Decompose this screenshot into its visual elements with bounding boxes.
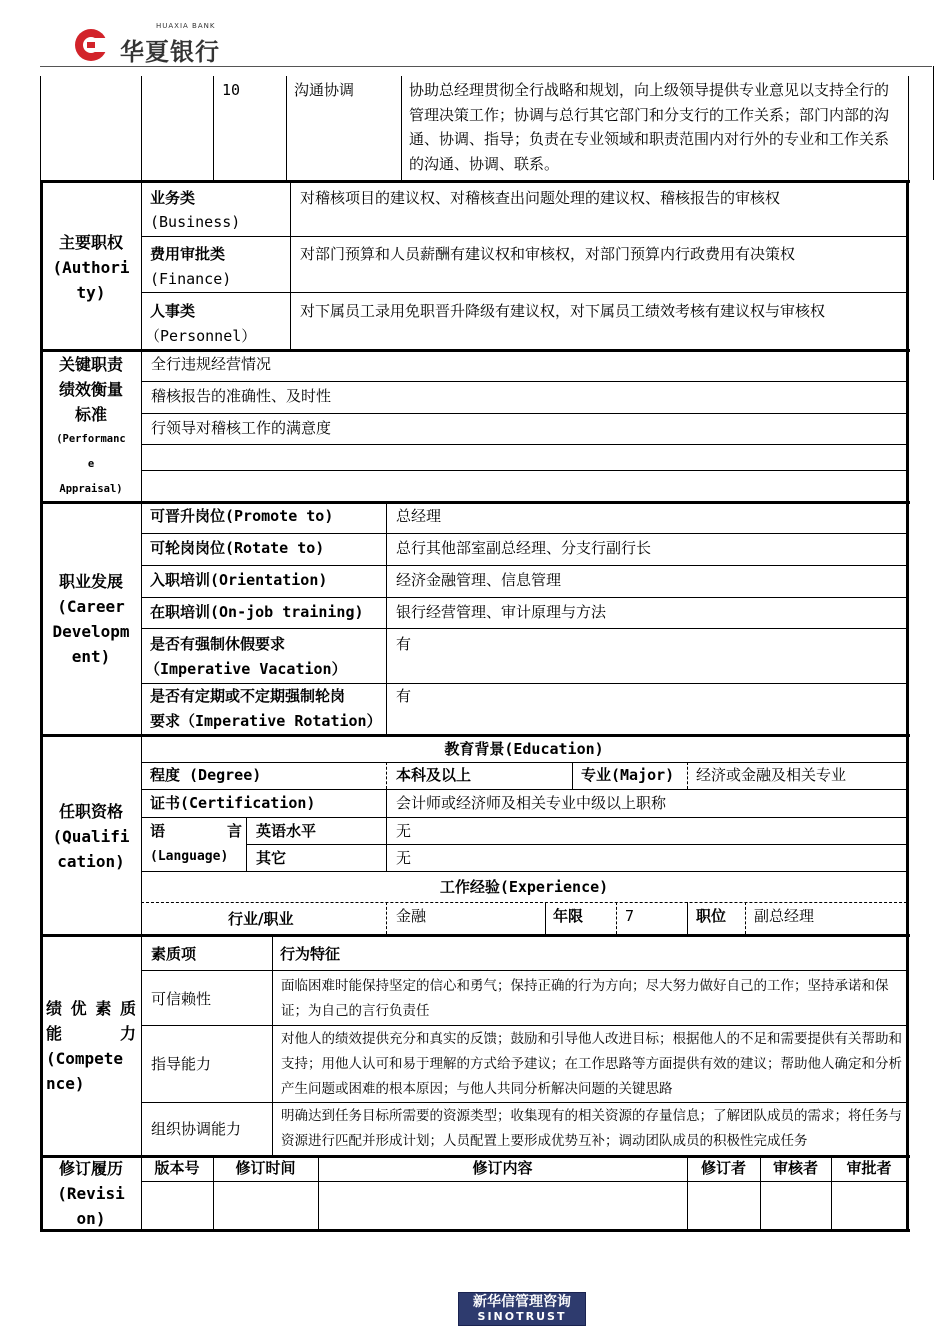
revision-col-content: 修订内容 bbox=[472, 1159, 533, 1177]
career-rotation-label: 是否有定期或不定期强制轮岗 bbox=[150, 687, 346, 705]
years-label: 年限 bbox=[553, 907, 584, 925]
career-rotate-value: 总行其他部室副总经理、分支行副行长 bbox=[396, 539, 652, 557]
experience-header: 工作经验(Experience) bbox=[439, 878, 609, 896]
authority-finance-label-en: (Finance) bbox=[150, 270, 232, 288]
authority-business-label: 业务类 bbox=[150, 189, 196, 207]
english-label: 英语水平 bbox=[256, 822, 317, 840]
competence-col-behavior: 行为特征 bbox=[280, 945, 341, 963]
bank-name-en: HUAXIA BANK bbox=[156, 22, 216, 30]
competence-item: 组织协调能力 bbox=[151, 1120, 242, 1138]
performance-item: 全行违规经营情况 bbox=[151, 355, 272, 373]
competence-title: 绩优素质 能 力 (Compete nce) bbox=[46, 999, 136, 1093]
revision-col-reviewer: 审核者 bbox=[772, 1159, 818, 1177]
career-title: 职业发展 (Career Developm ent) bbox=[52, 572, 130, 666]
other-value: 无 bbox=[396, 849, 412, 867]
revision-col-time: 修订时间 bbox=[235, 1159, 296, 1177]
career-onjob-value: 银行经营管理、审计原理与方法 bbox=[396, 603, 607, 621]
revision-col-reviser: 修订者 bbox=[700, 1159, 746, 1177]
footer-logo bbox=[458, 1292, 586, 1326]
duty-name: 沟通协调 bbox=[294, 81, 355, 99]
major-value: 经济或金融及相关专业 bbox=[696, 766, 847, 784]
other-label: 其它 bbox=[256, 849, 287, 867]
competence-col-item: 素质项 bbox=[151, 945, 197, 963]
qualification-title: 任职资格 (Qualifi cation) bbox=[52, 802, 130, 871]
duty-desc: 协助总经理贯彻全行战略和规划，向上级领导提供专业意见以支持全行的管理决策工作；协调与总行其它部门和分支行的工作关系；部门内部的沟通、协调、指导；负责在专业领域和职责范围内对行外的专业和工作关系的沟通、协调、联系。 bbox=[409, 81, 890, 173]
competence-desc: 明确达到任务目标所需要的资源类型；收集现有的相关资源的存量信息；了解团队成员的需求；将任务与资源进行匹配并形成计划；人员配置上要形成优势互补；调动团队成员的积极性完成任务 bbox=[281, 1108, 902, 1149]
authority-personnel-label-en: （Personnel） bbox=[145, 327, 257, 345]
revision-col-version: 版本号 bbox=[154, 1159, 200, 1177]
competence-item: 可信赖性 bbox=[151, 990, 212, 1008]
education-header: 教育背景(Education) bbox=[444, 740, 604, 758]
authority-finance-desc: 对部门预算和人员薪酬有建议权和审核权，对部门预算内行政费用有决策权 bbox=[300, 245, 796, 263]
revision-title: 修订履历 (Revisi on) bbox=[57, 1159, 125, 1228]
authority-business-label-en: (Business) bbox=[150, 213, 241, 231]
performance-item: 稽核报告的准确性、及时性 bbox=[151, 387, 332, 405]
career-vacation-value: 有 bbox=[396, 635, 412, 653]
career-vacation-label-en: （Imperative Vacation） bbox=[145, 660, 347, 678]
career-rotation-value: 有 bbox=[396, 687, 412, 705]
duty-no: 10 bbox=[222, 81, 241, 99]
authority-personnel-label: 人事类 bbox=[150, 302, 196, 320]
career-orientation-value: 经济金融管理、信息管理 bbox=[396, 571, 562, 589]
years-value: 7 bbox=[625, 907, 635, 925]
revision-col-approver: 审批者 bbox=[846, 1159, 892, 1177]
career-promote-value: 总经理 bbox=[396, 507, 442, 525]
degree-label: 程度 (Degree) bbox=[150, 766, 262, 784]
industry-value: 金融 bbox=[396, 907, 427, 925]
authority-title: 主要职权 (Authori ty) bbox=[52, 233, 130, 302]
cert-label: 证书(Certification) bbox=[150, 794, 316, 812]
competence-item: 指导能力 bbox=[151, 1055, 212, 1073]
cert-value: 会计师或经济师及相关专业中级以上职称 bbox=[396, 794, 667, 812]
competence-desc: 面临困难时能保持坚定的信心和勇气；保持正确的行为方向；尽大努力做好自己的工作；坚持承诺和保证；为自己的言行负责任 bbox=[281, 978, 889, 1019]
authority-personnel-desc: 对下属员工录用免职晋升降级有建议权，对下属员工绩效考核有建议权与审核权 bbox=[300, 302, 826, 320]
language-label-en: (Language) bbox=[150, 849, 229, 864]
competence-desc: 对他人的绩效提供充分和真实的反馈；鼓励和引导他人改进目标；根据他人的不足和需要提供有关帮助和支持；用他人认可和易于理解的方式给予建议；在工作思路等方面提供有效的建议；帮助他人确定和分析产生问题或困难的根本原因；与他人共同分析解决问题的关键思路 bbox=[281, 1031, 902, 1097]
bank-logo bbox=[70, 22, 240, 66]
degree-value: 本科及以上 bbox=[396, 766, 472, 784]
position-label: 职位 bbox=[696, 907, 727, 925]
bank-logo-icon bbox=[70, 24, 112, 64]
english-value: 无 bbox=[396, 822, 412, 840]
career-rotation-label-en: 要求（Imperative Rotation） bbox=[150, 712, 382, 730]
career-vacation-label: 是否有强制休假要求 bbox=[150, 635, 286, 653]
performance-title: 关键职责 绩效衡量 标准 (Performanc e Appraisal) bbox=[56, 355, 126, 495]
major-label: 专业(Major) bbox=[581, 766, 675, 784]
bank-name-cn: 华夏银行 bbox=[120, 38, 220, 66]
career-onjob-label: 在职培训(On-job training) bbox=[150, 603, 364, 621]
authority-finance-label: 费用审批类 bbox=[150, 245, 226, 263]
career-rotate-label: 可轮岗岗位(Rotate to) bbox=[150, 539, 325, 557]
position-value: 副总经理 bbox=[754, 907, 815, 925]
footer-logo-en: SINOTRUST bbox=[477, 1310, 567, 1323]
performance-item: 行领导对稽核工作的满意度 bbox=[151, 419, 332, 437]
career-orientation-label: 入职培训(Orientation) bbox=[150, 571, 328, 589]
footer-logo-cn: 新华信管理咨询 bbox=[473, 1294, 571, 1310]
career-promote-label: 可晋升岗位(Promote to) bbox=[150, 507, 334, 525]
industry-label: 行业/职业 bbox=[228, 910, 294, 928]
authority-business-desc: 对稽核项目的建议权、对稽核查出问题处理的建议权、稽核报告的审核权 bbox=[300, 189, 781, 207]
language-label: 语 言 bbox=[150, 822, 242, 840]
